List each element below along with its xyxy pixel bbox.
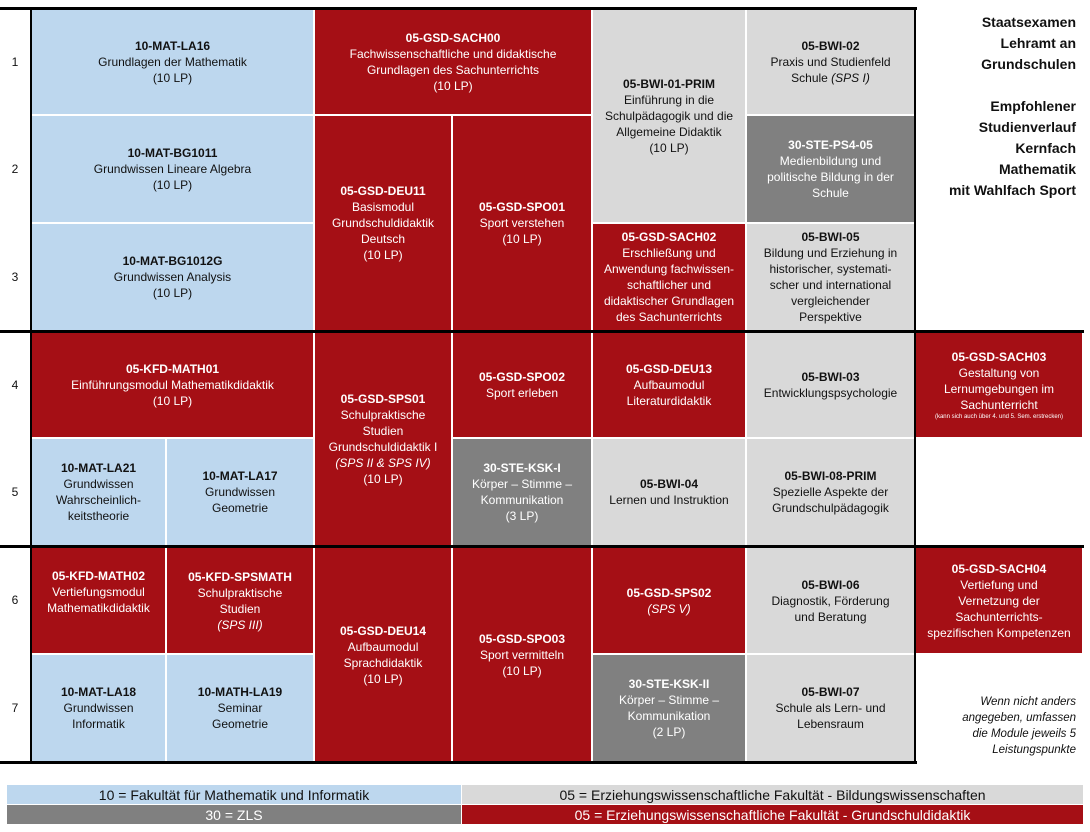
module-name: Grundschuldidaktik	[331, 216, 435, 230]
module-lp: (10 LP)	[152, 394, 193, 408]
module-code: 10-MAT-LA21	[60, 461, 137, 475]
module-cell	[31, 115, 314, 223]
module-code: 05-GSD-SPS01	[340, 392, 426, 406]
module-code: 10-MATH-LA19	[197, 685, 283, 699]
module-code: 30-STE-KSK-II	[628, 677, 710, 691]
module-name: scher und international	[769, 278, 892, 292]
module-name: Grundwissen	[63, 477, 134, 491]
module-cell	[746, 438, 915, 546]
module-name: Einführungsmodul Mathematikdidaktik	[71, 378, 274, 392]
module-name-part: Schule	[791, 71, 832, 85]
module-lp: (10 LP)	[363, 671, 403, 686]
title-line: mit Wahlfach Sport	[948, 182, 1076, 198]
module-cell	[592, 654, 746, 762]
module-name	[791, 70, 870, 86]
module-lp: (10 LP)	[649, 141, 689, 155]
module-name: Körper – Stimme –	[618, 693, 720, 707]
module-name: Einführung in die	[623, 93, 715, 107]
module-name: vergleichender	[791, 294, 870, 308]
module-code: 05-BWI-01-PRIM	[622, 77, 715, 91]
module-cell	[314, 332, 452, 546]
module-name: Mathematikdidaktik	[47, 601, 150, 615]
module-cell	[314, 115, 452, 331]
module-sps: (SPS III)	[217, 617, 263, 632]
footnote-line: Leistungspunkte	[992, 744, 1076, 756]
module-name: Diagnostik, Förderung	[771, 593, 890, 608]
module-lp: (10 LP)	[502, 232, 542, 246]
module-name: Grundschulpädagogik	[772, 501, 889, 515]
module-lp: (10 LP)	[152, 178, 193, 192]
module-name: Sachunterrichts-	[955, 609, 1043, 624]
module-name: Schule	[812, 186, 849, 200]
title-line: Mathematik	[998, 161, 1076, 177]
module-name: Grundwissen Lineare Algebra	[93, 162, 252, 176]
module-cell	[314, 9, 592, 115]
module-name: Grundwissen Analysis	[113, 270, 232, 284]
module-cell	[452, 332, 592, 438]
module-name: Grundlagen der Mathematik	[98, 55, 247, 69]
module-name: Grundwissen	[63, 701, 134, 715]
module-code: 10-MAT-LA17	[202, 469, 278, 483]
module-name: Fachwissenschaftliche und didaktische	[349, 47, 557, 61]
grid-line	[30, 7, 32, 764]
module-lp: (10 LP)	[433, 79, 473, 93]
module-name: schaftlicher und	[626, 278, 712, 292]
title-line: Staatsexamen	[981, 14, 1076, 30]
module-name: Perspektive	[799, 310, 862, 324]
module-name: Schulpädagogik und die	[604, 109, 734, 123]
module-name: politische Bildung in der	[767, 170, 894, 184]
module-code: 05-GSD-DEU14	[339, 623, 427, 638]
module-name: Kommunikation	[627, 709, 711, 723]
row-number: 3	[11, 270, 19, 284]
module-name: Körper – Stimme –	[471, 477, 573, 491]
footnote	[918, 694, 1076, 758]
module-name: didaktischer Grundlagen	[603, 294, 735, 308]
module-lp: (10 LP)	[363, 248, 403, 262]
module-code: 05-KFD-SPSMATH	[188, 569, 292, 584]
module-name: Sport verstehen	[479, 216, 565, 230]
module-cell	[452, 115, 592, 331]
module-name: Schule als Lern- und	[775, 701, 886, 715]
module-name: Kommunikation	[480, 493, 564, 507]
module-code: 05-GSD-DEU11	[340, 184, 426, 198]
row-number: 7	[11, 701, 19, 715]
row-number: 5	[11, 485, 19, 499]
module-name: Geometrie	[211, 501, 269, 515]
module-name: historischer, systemati-	[769, 262, 892, 276]
module-name: Schulpraktische	[197, 585, 283, 600]
module-code: 30-STE-PS4-05	[788, 138, 873, 152]
row-number: 1	[11, 54, 19, 69]
module-cell	[166, 547, 314, 654]
module-lp: (10 LP)	[363, 472, 403, 486]
module-code: 05-GSD-SACH00	[405, 31, 501, 45]
module-name: Grundlagen des Sachunterrichts	[366, 63, 540, 77]
row-number: 2	[11, 162, 19, 176]
module-code: 05-BWI-08-PRIM	[784, 469, 877, 483]
module-cell	[746, 654, 915, 762]
module-code: 10-MAT-BG1012G	[122, 254, 223, 268]
module-cell	[592, 547, 746, 654]
legend-blue: 10 = Fakultät für Mathematik und Informatik	[7, 785, 461, 804]
module-cell	[31, 547, 166, 654]
module-name: Grundwissen	[204, 485, 276, 499]
module-code: 10-MAT-LA16	[134, 39, 211, 53]
module-sps: (SPS I)	[831, 71, 870, 85]
module-cell	[31, 9, 314, 115]
legend-red: 05 = Erziehungswissenschaftliche Fakultät - Grundschuldidaktik	[462, 805, 1083, 824]
grid-line	[0, 761, 917, 764]
module-name: Grundschuldidaktik I	[328, 440, 438, 454]
module-cell	[166, 438, 314, 546]
module-name: und Beratung	[794, 609, 867, 624]
module-cell	[746, 223, 915, 331]
module-code: 10-MAT-LA18	[60, 685, 137, 699]
module-cell	[592, 223, 746, 331]
row-number: 4	[11, 377, 19, 392]
module-code: 30-STE-KSK-I	[483, 461, 561, 475]
module-cell	[592, 332, 746, 438]
module-code: 05-KFD-MATH02	[51, 569, 146, 583]
module-code: 05-GSD-DEU13	[625, 362, 713, 376]
title-line: Studienverlauf	[978, 119, 1076, 135]
module-cell	[166, 654, 314, 762]
grid-line	[914, 7, 916, 764]
module-note: (kann sich auch über 4. und 5. Sem. erstrecken)	[934, 414, 1064, 420]
module-cell	[452, 438, 592, 546]
grid-line	[0, 545, 1084, 548]
module-name: Vernetzung der	[958, 593, 1040, 608]
module-name: Basismodul	[351, 200, 415, 214]
module-name: Vertiefungsmodul	[52, 585, 145, 599]
module-name: Sport erleben	[485, 386, 559, 400]
module-name: Geometrie	[211, 717, 269, 731]
module-code: 05-GSD-SPO01	[478, 200, 566, 214]
module-code: 05-GSD-SACH02	[621, 230, 717, 244]
module-cell	[31, 332, 314, 438]
module-sps: (SPS II & SPS IV)	[335, 456, 431, 470]
module-cell	[746, 115, 915, 223]
module-name: Sport vermitteln	[479, 647, 565, 662]
module-cell	[31, 654, 166, 762]
module-lp: (2 LP)	[652, 725, 686, 739]
module-code: 05-BWI-06	[801, 577, 860, 592]
module-name: Bildung und Erziehung in	[763, 246, 898, 260]
footnote-line: Wenn nicht anders	[980, 696, 1076, 708]
module-name: Lernen und Instruktion	[609, 493, 729, 507]
module-name: Allgemeine Didaktik	[616, 125, 722, 139]
module-name: Lebensraum	[797, 717, 864, 731]
module-name: spezifischen Kompetenzen	[927, 625, 1071, 640]
module-code: 05-GSD-SPO03	[478, 631, 566, 646]
module-code: 05-BWI-07	[801, 685, 860, 699]
module-lp: (3 LP)	[505, 509, 539, 523]
module-code: 05-BWI-05	[801, 230, 860, 244]
module-name: Wahrscheinlich-	[56, 493, 141, 507]
module-code: 05-BWI-04	[639, 477, 698, 491]
module-name: Erschließung und	[622, 246, 716, 260]
module-code: 05-GSD-SPO02	[478, 370, 566, 384]
module-code: 10-MAT-BG1011	[127, 146, 218, 160]
module-name: Entwicklungspsychologie	[763, 386, 898, 400]
module-cell	[746, 9, 915, 115]
module-lp: (10 LP)	[502, 663, 542, 678]
module-name: Studien	[219, 601, 261, 616]
module-cell	[592, 9, 746, 223]
module-name: Deutsch	[360, 232, 406, 246]
module-name: Sachunterricht	[960, 398, 1038, 412]
module-cell	[314, 547, 452, 762]
module-cell	[452, 547, 592, 762]
legend-light-gray: 05 = Erziehungswissenschaftliche Fakultät - Bildungswissenschaften	[462, 785, 1083, 804]
module-sps: (SPS V)	[647, 601, 691, 616]
module-lp: (10 LP)	[152, 71, 193, 85]
module-code: 05-GSD-SACH03	[951, 350, 1047, 364]
title-line: Kernfach	[1015, 140, 1076, 156]
module-name: Informatik	[72, 717, 125, 731]
page-title	[918, 12, 1076, 201]
footnote-line: angegeben, umfassen	[962, 712, 1076, 724]
module-name: Lernumgebungen im	[943, 382, 1055, 396]
module-name: keitstheorie	[67, 509, 130, 523]
module-name: Medienbildung und	[779, 154, 882, 168]
module-cell	[746, 332, 915, 438]
module-name: Seminar	[217, 701, 263, 715]
module-name: des Sachunterrichts	[615, 310, 723, 324]
module-name: Literaturdidaktik	[626, 394, 712, 408]
module-code: 05-GSD-SPS02	[626, 585, 712, 600]
module-code: 05-GSD-SACH04	[951, 561, 1047, 576]
module-name: Aufbaumodul	[633, 378, 705, 392]
module-cell	[915, 332, 1083, 438]
module-code: 05-KFD-MATH01	[125, 362, 220, 376]
grid-line	[0, 7, 917, 10]
module-cell	[31, 438, 166, 546]
module-name: Spezielle Aspekte der	[772, 485, 889, 499]
module-cell	[31, 223, 314, 331]
legend-dark-gray: 30 = ZLS	[7, 805, 461, 824]
title-line: Empfohlener	[990, 98, 1076, 114]
row-number: 6	[11, 593, 19, 607]
module-name: Vertiefung und	[960, 577, 1038, 592]
module-name: Gestaltung von	[958, 366, 1040, 380]
module-code: 05-BWI-02	[801, 39, 860, 53]
grid-line	[0, 330, 1084, 333]
module-name: Sprachdidaktik	[343, 655, 423, 670]
footnote-line: die Module jeweils 5	[972, 728, 1076, 740]
module-code: 05-BWI-03	[801, 370, 860, 384]
module-name: Schulpraktische	[340, 408, 426, 422]
module-name: Anwendung fachwissen-	[603, 262, 735, 276]
module-lp: (10 LP)	[152, 286, 193, 300]
module-name: Aufbaumodul	[347, 639, 419, 654]
module-cell	[746, 547, 915, 654]
title-line: Lehramt an	[1000, 35, 1076, 51]
module-name: Studien	[362, 424, 404, 438]
module-name: Praxis und Studienfeld	[770, 55, 891, 69]
module-cell	[915, 547, 1083, 654]
module-cell	[592, 438, 746, 546]
title-line: Grundschulen	[981, 56, 1076, 72]
